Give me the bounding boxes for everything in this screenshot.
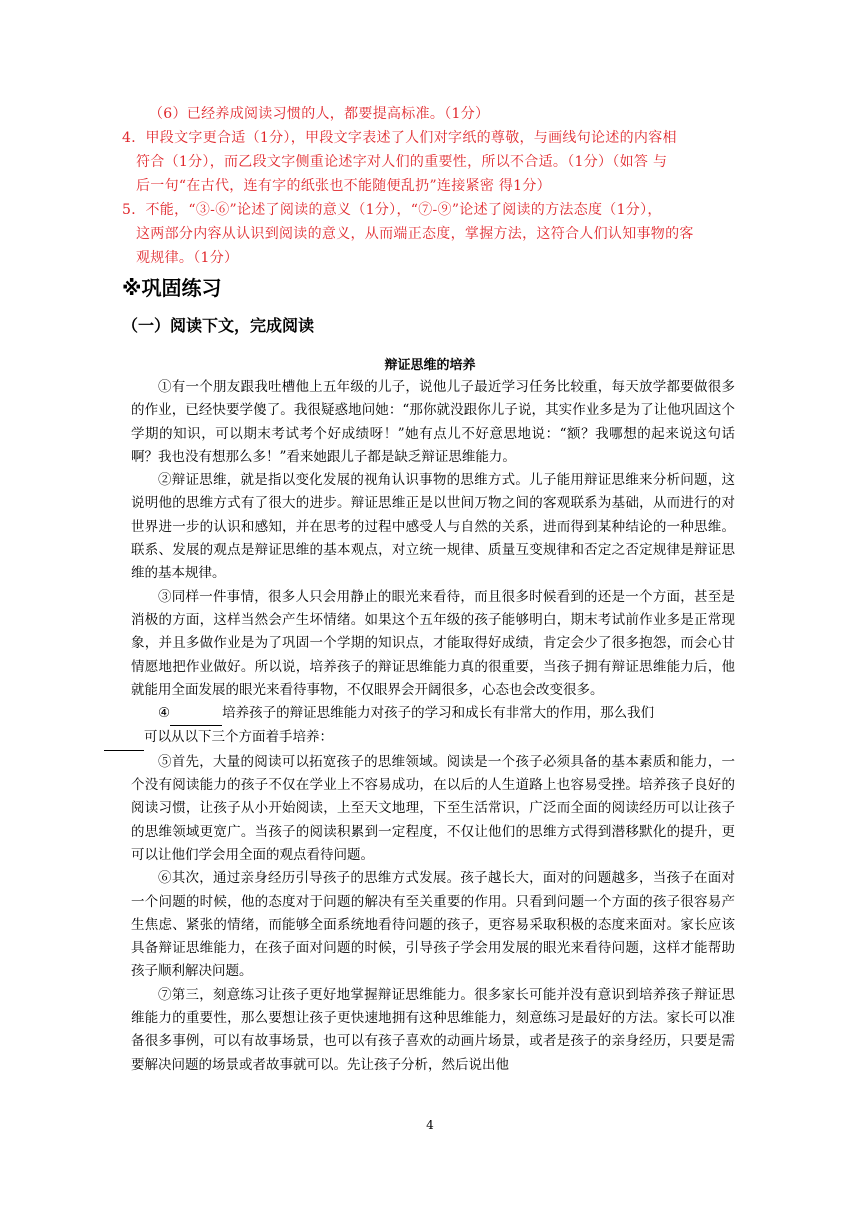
paragraph-4-text-2: 可以从以下三个方面着手培养： <box>144 729 333 746</box>
paragraph-7: ⑦第三，刻意练习让孩子更好地掌握辩证思维能力。很多家长可能并没有意识到培养孩子辩证思维能力的重要性，那么要想让孩子更快速地拥有这种思维能力，刻意练习是最好的方法。家长可以准备很多事例，可以有故事场景，也可以有孩子喜欢的动画片场景，或者是孩子的亲身经历，只要是需要解决问题的场景或者故事就可以。先让孩子分析，然后说出他 <box>131 986 735 1073</box>
answer-6 <box>122 102 734 126</box>
answer-6-text: （6）已经养成阅读习惯的人，都要提高标准。（1分） <box>149 106 490 122</box>
section-title: ※巩固练习 <box>122 276 222 300</box>
paragraph-4-text: 培养孩子的辩证思维能力对孩子的学习和成长有非常大的作用，那么我们 <box>222 705 655 722</box>
paragraph-6: ⑥其次，通过亲身经历引导孩子的思维方式发展。孩子越长大，面对的问题越多，当孩子在面对一个问题的时候，他的态度对于问题的解决有至关重要的作用。只看到问题一个方面的孩子很容易产生焦虑、紧张的情绪，而能够全面系统地看待问题的孩子，更容易采取积极的态度来面对。家长应该具备辩证思维能力，在孩子面对问题的时候，引导孩子学会用发展的眼光来看待问题，这样才能帮助孩子顺利解决问题。 <box>131 870 735 980</box>
answer-5-line-2: 这两部分内容从认识到阅读的意义，从而端正态度，掌握方法，这符合人们认知事物的客 <box>136 226 694 242</box>
paragraph-2: ②辩证思维，就是指以变化发展的视角认识事物的思维方式。儿子能用辩证思维来分析问题，这说明他的思维方式有了很大的进步。辩证思维正是以世间万物之间的客观联系为基础，从而进行的对世界进一步的认识和感知，并在思考的过程中感受人与自然的关系，进而得到某种结论的一种思维。联系、发展的观点是辩证思维的基本观点，对立统一规律、质量互变规律和否定之否定规律是辩证思维的基本规律。 <box>131 472 735 582</box>
paragraph-4-number: ④ <box>158 705 171 722</box>
article-body <box>131 376 735 1077</box>
answer-4 <box>122 126 734 198</box>
answer-blank-1[interactable] <box>170 702 222 726</box>
answer-4-line-3: 后一句“在古代，连有字的纸张也不能随便乱扔”连接紧密 得1分） <box>136 178 551 194</box>
paragraph-1: ①有一个朋友跟我吐槽他上五年级的儿子，说他儿子最近学习任务比较重，每天放学都要做很多的作业，已经快要学傻了。我很疑惑地问她：“那你就没跟你儿子说，其实作业多是为了让他巩固这个学期的知识，可以期末考试考个好成绩呀！”她有点儿不好意思地说：“额？我哪想的起来说这句话啊？我也没有想那么多！”看来她跟儿子都是缺乏辩证思维能力。 <box>131 379 735 465</box>
answer-5-line-1: 5．不能，“③-⑥”论述了阅读的意义（1分），“⑦-⑨”论述了阅读的方法态度（1分）， <box>122 202 662 218</box>
paragraph-3: ③同样一件事情，很多人只会用静止的眼光来看待，而且很多时候看到的还是一个方面，甚至是消极的方面，这样当然会产生坏情绪。如果这个五年级的孩子能够明白，期末考试前作业多是正常现象，并且多做作业是为了巩固一个学期的知识点，才能取得好成绩，肯定会少了很多抱怨，而会心甘情愿地把作业做好。所以说，培养孩子的辩证思维能力真的很重要，当孩子拥有辩证思维能力后，他就能用全面发展的眼光来看待事物，不仅眼界会开阔很多，心态也会改变很多。 <box>131 588 735 698</box>
answer-blank-2[interactable] <box>104 726 144 750</box>
subsection-title: （一）阅读下文，完成阅读 <box>122 316 315 335</box>
answer-5 <box>122 198 734 270</box>
answer-4-line-2: 符合（1分），而乙段文字侧重论述字对人们的重要性，所以不合适。（1分）（如答 与 <box>136 154 668 170</box>
paragraph-4 <box>131 702 735 751</box>
answer-4-line-1: 4．甲段文字更合适（1分），甲段文字表述了人们对字纸的尊敬，与画线句论述的内容相 <box>122 130 677 146</box>
article-title: 辩证思维的培养 <box>384 358 476 373</box>
page-number: 4 <box>426 1118 434 1132</box>
answer-5-line-3: 观规律。（1分） <box>136 250 239 266</box>
paragraph-5: ⑤首先，大量的阅读可以拓宽孩子的思维领域。阅读是一个孩子必须具备的基本素质和能力，一个没有阅读能力的孩子不仅在学业上不容易成功，在以后的人生道路上也容易受挫。培养孩子良好的阅读习惯，让孩子从小开始阅读，上至天文地理，下至生活常识，广泛而全面的阅读经历可以让孩子的思维领域更宽广。当孩子的阅读积累到一定程度，不仅让他们的思维方式得到潜移默化的提升，更可以让他们学会用全面的观点看待问题。 <box>131 753 735 863</box>
